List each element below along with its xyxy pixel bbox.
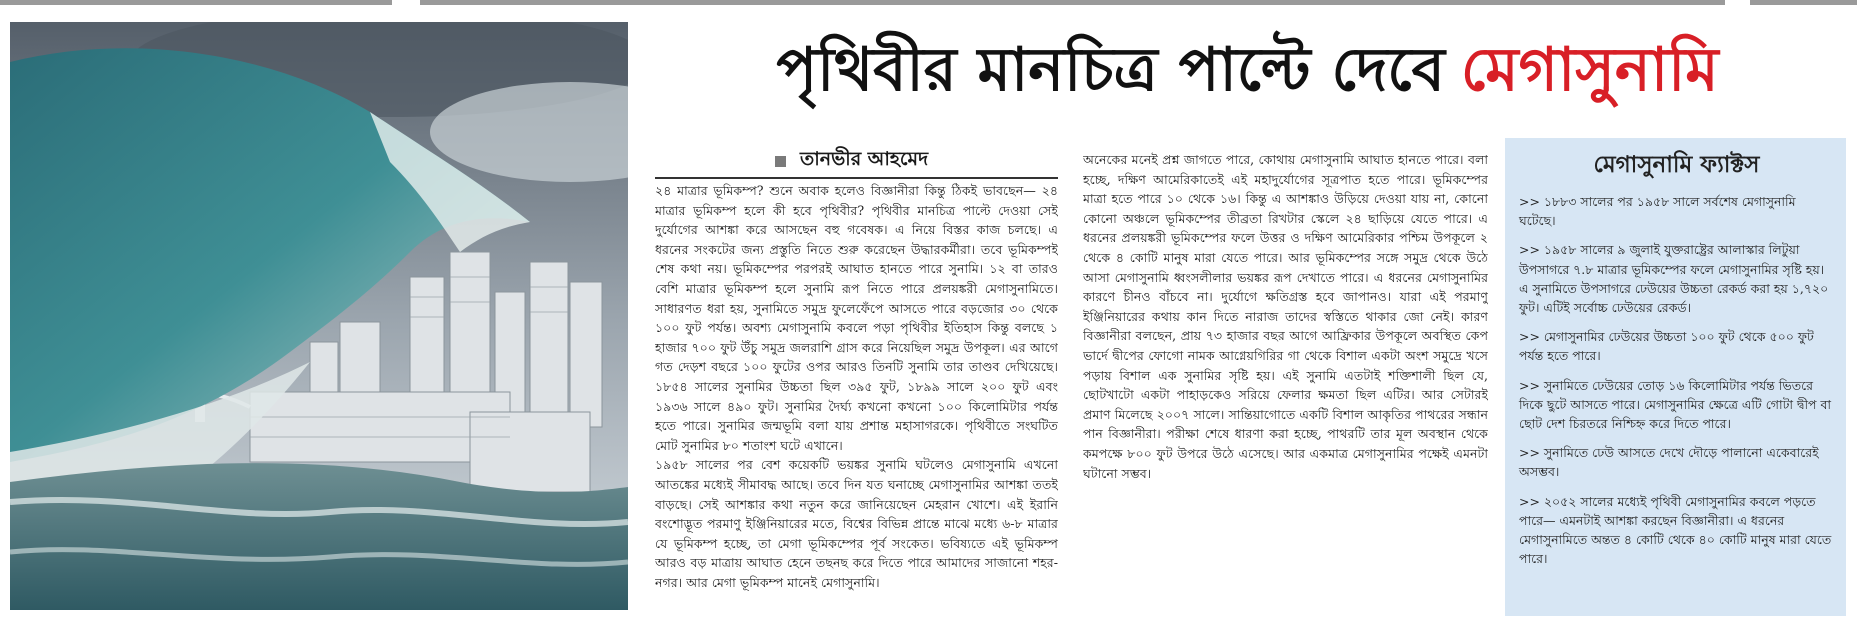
top-rule-left (0, 0, 392, 5)
headline (650, 24, 1845, 124)
headline-highlight: মেগাসুনামি (1460, 35, 1719, 105)
byline-square-icon (775, 156, 786, 167)
fact-item: >> মেগাসুনামির ঢেউয়ের উচ্চতা ১০০ ফুট থেকে ৫০০ ফুট পর্যন্ত হতে পারে। (1519, 329, 1814, 364)
article-paragraph-3: অনেকের মনেই প্রশ্ন জাগতে পারে, কোথায় মেগাসুনামি আঘাত হানতে পারে। বলা হচ্ছে, দক্ষিণ আমেরিকাতেই এই মহাদুর্যোগের সূত্রপাত হতে পারে। ভূমিকম্পের মাত্রা হতে পারে ১০ থেকে ১৬। কিন্তু এ আশঙ্কাও উড়িয়ে দেওয়া যায় না, কোনো কোনো অঞ্চলে ভূমিকম্পের তীব্রতা রিখটার স্কেলে ২৪ ছাড়িয়ে যেতে পারে। এ ধরনের প্রলয়ঙ্করী ভূমিকম্পের ফলে উত্তর ও দক্ষিণ আমেরিকার পশ্চিম উপকূলে ২ থেকে ৪ কোটি মানুষ মারা যেতে পারে। আর ভূমিকম্পের সঙ্গে সমুদ্র থেকে উঠে আসা মেগাসুনামি ধ্বংসলীলার ভয়ঙ্কর রূপ দেখাতে পারে। এ ধরনের মেগাসুনামির কারণে চীনও বাঁচবে না। দুর্যোগে ক্ষতিগ্রস্ত হবে জাপানও। যারা এই পরমাণু ইঞ্জিনিয়ারের কথায় কান দিতে নারাজ তাদের স্বস্তিতে থাকার জো নেই। কারণ বিজ্ঞানীরা বলছেন, প্রায় ৭৩ হাজার বছর আগে আফ্রিকার উপকূলে অবস্থিত কেপ ভার্দে দ্বীপের ফোগো নামক আগ্নেয়গিরির গা থেকে বিশাল একটা অংশ সমুদ্রে খসে পড়ায় বিশাল এক সুনামির সৃষ্টি হয়। এই সুনামি এতটাই শক্তিশালী ছিল যে, ছোটখাটো একটা পাহাড়কেও সরিয়ে ফেলার ক্ষমতা ছিল এটির। আর সেটারই প্রমাণ মিলেছে ২০০৭ সালে। সান্তিয়াগোতে একটি বিশাল আকৃতির পাথরের সন্ধান পান বিজ্ঞানীরা। পরীক্ষা শেষে ধারণা করা হচ্ছে, পাথরটি তার মূল অবস্থান থেকে কমপক্ষে ৮০০ ফুট উপরে উঠে এসেছে। আর একমাত্র মেগাসুনামির পক্ষেই এমনটা ঘটানো সম্ভব। (1083, 152, 1488, 481)
byline (655, 145, 1058, 179)
facts-box (1505, 138, 1846, 616)
article-paragraph-2: ১৯৫৮ সালের পর বেশ কয়েকটি ভয়ঙ্কর সুনামি ঘটলেও মেগাসুনামি এখনো আতঙ্কের মধ্যেই সীমাবদ্ধ আছে। তবে দিন যত ঘনাচ্ছে মেগাসুনামির আশঙ্কা ততই বাড়ছে। সেই আশঙ্কার কথা নতুন করে জানিয়েছেন মেহরান খোশে। এই ইরানি বংশোদ্ভূত পরমাণু ইঞ্জিনিয়ারের মতে, বিশ্বের বিভিন্ন প্রান্তে মাঝে মধ্যে ৬-৮ মাত্রার যে ভূমিকম্প হচ্ছে, তা মেগা ভূমিকম্পের পূর্ব সংকেত। ভবিষ্যতে এই ভূমিকম্প আরও বড় মাত্রায় আঘাত হেনে তছনছ করে দিতে পারে আমাদের সাজানো শহর-নগর। আর মেগা ভূমিকম্প মানেই মেগাসুনামি। (655, 457, 1058, 590)
article-paragraph-1: ২৪ মাত্রার ভূমিকম্প? শুনে অবাক হলেও বিজ্ঞানীরা কিন্তু ঠিকই ভাবছেন— ২৪ মাত্রার ভূমিকম্প হলে কী হবে পৃথিবীর? পৃথিবীর মানচিত্র পাল্টে দেওয়া সেই দুর্যোগের আশঙ্কা করে আসছেন বহু গবেষক। এ নিয়ে বিস্তর কাজ চলছে। এ ধরনের সংকটের জন্য প্রস্তুতি নিতে শুরু করেছেন উদ্ধারকর্মীরা। তবে ভূমিকম্পই শেষ কথা নয়। ভূমিকম্পের পরপরই আঘাত হানতে পারে সুনামি। ১২ বা তারও বেশি মাত্রার ভূমিকম্প হলে সুনামি রূপ নিতে পারে প্রলয়ঙ্করী মেগাসুনামিতে। সাধারণত ধরা হয়, সুনামিতে সমুদ্র ফুলেফেঁপে আসতে পারে বড়জোর ৩০ থেকে ১০০ ফুট পর্যন্ত। অবশ্য মেগাসুনামি কবলে পড়া পৃথিবীর ইতিহাস কিন্তু বলছে ১ হাজার ৭০০ ফুট উঁচু সমুদ্র জলরাশি গ্রাস করে নিয়েছিল সমুদ্র উপকূল। এর আগে গত দেড়শ বছরে ১০০ ফুটের ওপর আরও তিনটি সুনামি তার তাণ্ডব দেখিয়েছে। ১৮৫৪ সালের সুনামির উচ্চতা ছিল ৩৯৫ ফুট, ১৮৯৯ সালে ২০০ ফুট এবং ১৯৩৬ সালে ৪৯০ ফুট। সুনামির দৈর্ঘ্য কখনো কখনো ১০০ কিলোমিটার পর্যন্ত হতে পারে। সুনামির জন্মভূমি বলা যায় প্রশান্ত মহাসাগরকে। পৃথিবীতে সংঘটিত মোট সুনামির ৮০ শতাংশ ঘটে এখানে। (655, 183, 1058, 453)
top-rule-center (420, 0, 1725, 5)
fact-item: >> ১৮৮৩ সালের পর ১৯৫৮ সালে সর্বশেষ মেগাসুনামি ঘটেছে। (1519, 194, 1796, 229)
fact-item: >> সুনামিতে ঢেউ আসতে দেখে দৌড়ে পালানো একেবারেই অসম্ভব। (1519, 445, 1819, 480)
fact-item: >> সুনামিতে ঢেউয়ের তোড় ১৬ কিলোমিটার পর্যন্ত ভিতরে দিকে ছুটে আসতে পারে। মেগাসুনামির ক্ষেত্রে এটি গোটা দ্বীপ বা ছোট দেশ চিরতরে নিশ্চিহ্ন করে দিতে পারে। (1519, 377, 1832, 432)
article-column-1 (655, 181, 1058, 611)
fact-item: >> ২০৫২ সালের মধ্যেই পৃথিবী মেগাসুনামির কবলে পড়তে পারে— এমনটাই আশঙ্কা করছেন বিজ্ঞানীরা। এ ধরনের মেগাসুনামিতে অন্তত ৪ কোটি থেকে ৪০ কোটি মানুষ মারা যেতে পারে। (1519, 493, 1832, 567)
article-column-2 (1083, 150, 1488, 611)
headline-main: পৃথিবীর মানচিত্র পাল্টে দেবে (776, 35, 1445, 105)
tsunami-photo (10, 22, 628, 610)
author-name: তানভীর আহমেদ (800, 148, 929, 170)
top-rule-right (1750, 0, 1857, 5)
fact-item: >> ১৯৫৮ সালের ৯ জুলাই যুক্তরাষ্ট্রের আলাস্কার লিটুয়া উপসাগরে ৭.৮ মাত্রার ভূমিকম্পের ফলে মেগাসুনামির সৃষ্টি হয়। এ সুনামিতে উপসাগরে ঢেউয়ের উচ্চতা রেকর্ড করা হয় ১,৭২০ ফুট। এটিই সর্বোচ্চ ঢেউয়ের রেকর্ড। (1519, 242, 1829, 316)
facts-title: মেগাসুনামি ফ্যাক্টস (1593, 151, 1760, 178)
